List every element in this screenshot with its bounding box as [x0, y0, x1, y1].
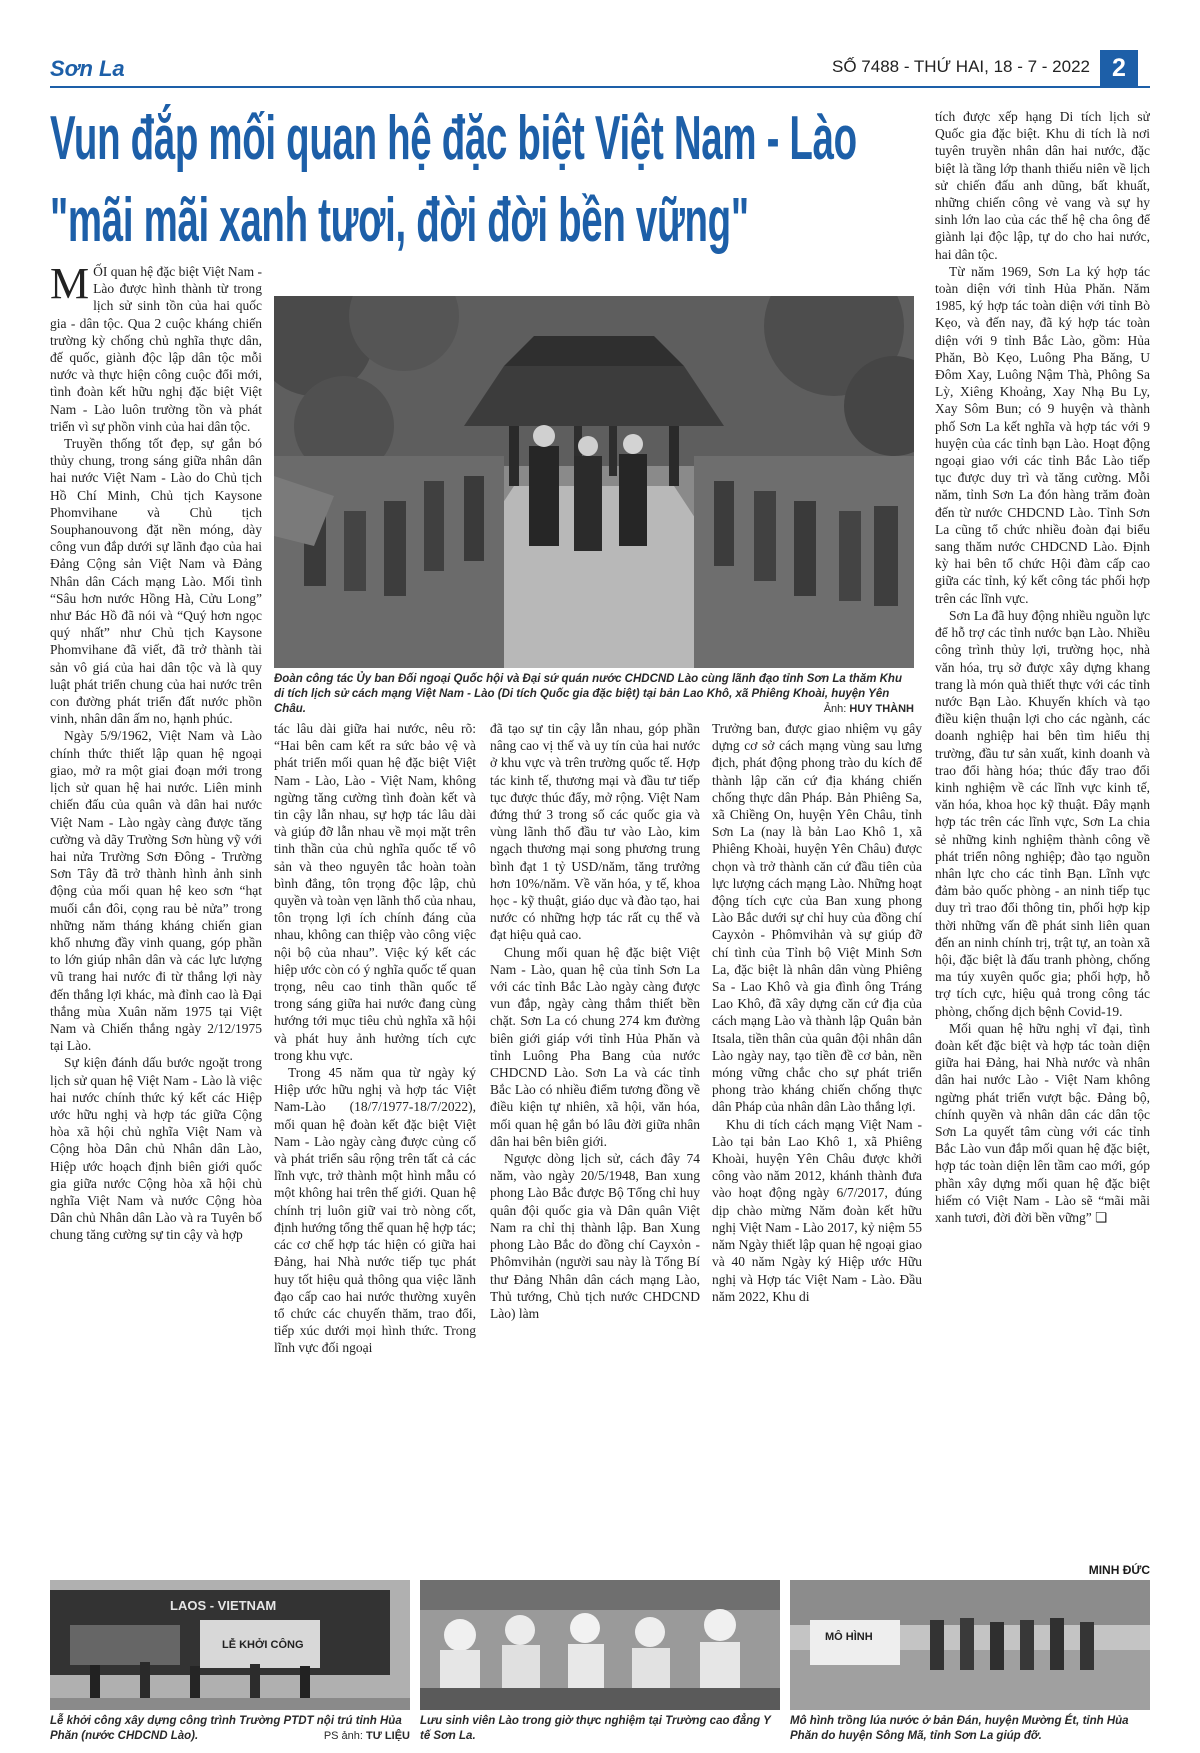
paragraph: Trong 45 năm qua từ ngày ký Hiệp ước hữu nghị và hợp tác Việt Nam-Lào (18/7/1977-18/7/2022), mối quan hệ đoàn kết đặc biệt Việt Nam - Lào ngày càng được củng cố và phát triển sâu rộng trên tất cả các lĩnh vực, trở thành một hình mẫu có một không hai trên thế giới. Quan hệ chính trị luôn giữ vai trò nòng cốt, định hướng tổng thể quan hệ hợp tác; các cơ chế hợp tác hiện có giữa hai Đảng, hai Nhà nước tiếp tục phát huy tốt hiệu quả thông qua việc lãnh đạo cấp cao hai nước thường xuyên tổ chức các chuyến thăm, trao đổi, tiếp xúc dưới mọi hình thức. Trong lĩnh vực đối ngoại [274, 1065, 476, 1356]
sign-text: MÔ HÌNH [825, 1631, 873, 1643]
bottom-photo-3-caption: Mô hình trồng lúa nước ở bản Đán, huyện Mường Ét, tỉnh Hủa Phăn do huyện Sông Mã, tỉnh Sơn La giúp đỡ. [790, 1715, 1129, 1742]
paragraph: Từ năm 1969, Sơn La ký hợp tác toàn diện với tỉnh Hủa Phăn. Năm 1985, ký hợp tác toàn diện với tỉnh Bò Kẹo, và đến nay, đã ký hợp tác toàn diện với 9 tỉnh Bắc Lào, gồm: Hủa Phăn, Bò Kẹo, Luông Pha Băng, U Đôm Xay, Luông Nậm Thà, Phông Sa Lỳ, Xiêng Khoảng, Xay Nhạ Bu Ly, Xay Sôm Bun; có 9 huyện và thành phố Sơn La kết nghĩa và hợp tác với 9 huyện của các tỉnh bạn Lào. Hoạt động ngoại giao với các tỉnh Bắc Lào tiếp tục được duy trì và tăng cường. Mỗi năm, tỉnh Sơn La đón hàng trăm đoàn đến từ nước CHDCND Lào. Tỉnh Sơn La cũng tổ chức nhiều đoàn đại biểu sang thăm nước CHDCND Lào. Định kỳ hai bên tổ chức Hội đàm cấp cao giữa các tỉnh, ký kết công tác phối hợp trên các lĩnh vực. [935, 263, 1150, 606]
issue-info: SỐ 7488 - THỨ HAI, 18 - 7 - 2022 [832, 57, 1090, 76]
paragraph: Ngược dòng lịch sử, cách đây 74 năm, vào ngày 20/5/1948, Ban xung phong Lào Bắc được Bộ Tổng chỉ huy quân đội quốc gia và Dân quân Việt Nam ra chỉ thị thành lập. Ban Xung phong Lào Bắc do đồng chí Cayxỏn - Phômvihản (người sau này là Tổng Bí thư Đảng Nhân dân cách mạng Lào, Thủ tướng, Chủ tịch nước CHDCND Lào) làm [490, 1151, 700, 1321]
main-photo-illustration [274, 296, 914, 668]
credit-label: PS ảnh: [323, 1730, 363, 1742]
paragraph: Truyền thống tốt đẹp, sự gắn bó thủy chung, trong sáng giữa nhân dân hai nước Việt Nam - Lào do Chủ tịch Hồ Chí Minh, Chủ tịch Kaysone Phomvihane và Chủ tịch Souphanouvong đặt nền móng, dày công vun đắp dưới sự lãnh đạo của hai Đảng Cộng sản Việt Nam và Đảng Nhân dân Cách mạng Lào. Mối tình “Sâu hơn nước Hồng Hà, Cửu Long” như Bác Hồ đã nói và “Quý hơn ngọc quý nhất” như Chủ tịch Kaysone Phomvihane đã viết, đã trở thành tài sản vô giá của hai dân tộc và là quy luật phát triển chung của hai nước trên con đường phát triển đất nước phồn vinh, nhân dân ấm no, hạnh phúc. [50, 436, 262, 727]
main-photo-caption-text: Đoàn công tác Ủy ban Đối ngoại Quốc hội và Đại sứ quán nước CHDCND Lào cùng lãnh đạo tỉnh Sơn La thăm Khu di tích lịch sử cách mạng Việt Nam - Lào (Di tích Quốc gia đặc biệt) tại bản Lao Khô, xã Phiêng Khoài, huyện Yên Châu. [274, 673, 902, 715]
paragraph: ỐI quan hệ đặc biệt Việt Nam - Lào được hình thành từ trong lịch sử sinh tồn của hai quốc gia - dân tộc. Qua 2 cuộc kháng chiến trường kỳ chống chủ nghĩa thực dân, đế quốc, giành độc lập dân tộc mỗi nước và thực hiện công cuộc đổi mới, tình đoàn kết hữu nghị đặc biệt Việt Nam - Lào luôn trường tồn và phát triển vì sự phồn vinh của hai dân tộc. [50, 264, 262, 434]
paragraph: Ngày 5/9/1962, Việt Nam và Lào chính thức thiết lập quan hệ ngoại giao, mở ra một giai đoạn mới trong lịch sử quan hệ hai nước. Liên minh chiến đấu của quân và dân hai nước Việt Nam - Lào ngày càng được tăng cường và dãy Trường Sơn hùng vỹ với hai nửa Trường Sơn Đông - Trường Sơn Tây đã trở thành hình ảnh sinh động của mối quan hệ keo sơn “hạt muối cắn đôi, cọng rau bẻ nửa” trong những năm tháng kháng chiến gian khổ nhưng đầy vinh quang, góp phần to lớn giúp nhân dân và các lực lượng vũ trang hai nước đi từ thắng lợi này đến thắng lợi khác, mà đỉnh cao là Đại thắng mùa Xuân năm 1975 tại Việt Nam và Chiến thắng ngày 2/12/1975 tại Lào. [50, 728, 262, 1054]
paragraph: Khu di tích cách mạng Việt Nam - Lào tại bản Lao Khô 1, xã Phiêng Khoài, huyện Yên Châu được khởi công vào năm 2012, khánh thành đưa vào hoạt động ngày 6/7/2017, đúng dịp chào mừng Năm đoàn kết hữu nghị Việt Nam - Lào 2017, kỷ niệm 55 năm Ngày thiết lập quan hệ ngoại giao và 40 năm Ngày ký Hiệp ước Hữu nghị và Hợp tác Việt Nam - Lào. Đầu năm 2022, Khu di [712, 1116, 922, 1304]
credit-label: Ảnh: [823, 703, 847, 715]
paragraph: Mối quan hệ hữu nghị vĩ đại, tình đoàn kết đặc biệt và hợp tác toàn diện giữa hai Đảng, hai Nhà nước và nhân dân hai nước Lào - Việt Nam không ngừng phát triển vượt bậc. Đảng bộ, chính quyền và nhân dân các dân tộc Sơn La quyết tâm cùng với các tỉnh Bắc Lào vun đắp mối quan hệ đặc biệt, hợp tác toàn diện lên tầm cao mới, góp phần xây dựng mối quan hệ đặc biệt hiếm có Việt Nam - Lào sẽ “mãi mãi xanh tươi, đời đời bền vững” ❏ [935, 1020, 1150, 1225]
paragraph: Sự kiện đánh dấu bước ngoặt trong lịch sử quan hệ Việt Nam - Lào là việc hai nước chính thức ký kết các Hiệp ước hữu nghị và hợp tác giữa Cộng hòa xã hội chủ nghĩa Việt Nam và Cộng hòa Dân chủ Nhân dân Lào, Hiệp ước hoạch định biên giới quốc gia giữa nước Cộng hòa xã hội chủ nghĩa Việt Nam và nước Cộng hòa Dân chủ Nhân dân Lào và ra Tuyên bố chung tăng cường sự tin cậy và hợp [50, 1055, 262, 1243]
bottom-photo-3-illustration [790, 1580, 1150, 1710]
sign-text: LỄ KHỞI CÔNG [222, 1639, 304, 1651]
paragraph: tích được xếp hạng Di tích lịch sử Quốc gia đặc biệt. Khu di tích là nơi tuyên truyền nhân dân hai nước, đặc biệt là tầng lớp thanh thiếu niên về lịch sử chiến đấu anh dũng, bất khuất, những chiến công vẻ vang và sự hy sinh lớn lao của các thế hệ cha ông để giành lại độc lập, tự do cho hai nước, hai dân tộc. [935, 109, 1150, 262]
bottom-photo-1-credit [324, 1729, 410, 1744]
bottom-photo-1 [50, 1580, 410, 1710]
credit-name: TƯ LIỆU [366, 1730, 410, 1742]
main-photo-caption [274, 672, 914, 717]
header-rule [50, 86, 1150, 88]
byline: MINH ĐỨC [1088, 1563, 1150, 1577]
paragraph: đã tạo sự tin cậy lẫn nhau, góp phần nâng cao vị thế và uy tín của hai nước ở khu vực và trên trường quốc tế. Hợp tác kinh tế, thương mại và đầu tư tiếp tục được thúc đẩy, mở rộng. Việt Nam đứng thứ 3 trong số các quốc gia và vùng lãnh thổ đầu tư vào Lào, kim ngạch thương mại song phương trung bình đạt 1 tỷ USD/năm, tăng trưởng hơn 10%/năm. Về văn hóa, y tế, khoa học - kỹ thuật, giáo dục và đào tạo, hai nước có những hợp tác rất cụ thể và đạt hiệu quả cao. [490, 721, 700, 943]
article-column-2 [274, 720, 476, 1575]
page-number-badge: 2 [1100, 50, 1138, 86]
main-photo-credit [824, 702, 914, 717]
paragraph: Chung mối quan hệ đặc biệt Việt Nam - Lào, quan hệ của tỉnh Sơn La với các tỉnh Bắc Lào ngày càng được vun đắp, ngày càng thắm thiết bền chặt. Sơn La có chung 274 km đường biên giới giáp với tỉnh Hủa Phăn và tỉnh Luông Pha Bang của nước CHDCND Lào. Sơn La và các tỉnh Bắc Lào có nhiều điểm tương đồng về điều kiện tự nhiên, xã hội, văn hóa, mối quan hệ gắn bó lâu đời giữa nhân dân hai bên biên giới. [490, 944, 700, 1149]
sign-title: LAOS - VIETNAM [170, 1598, 277, 1613]
credit-name: HUY THÀNH [849, 703, 914, 715]
headline-line-1: Vun đắp mối quan hệ đặc biệt Việt Nam - Lào [50, 104, 857, 173]
headline-line-2: "mãi mãi xanh tươi, đời đời bền vững" [50, 186, 749, 255]
paragraph: Sơn La đã huy động nhiều nguồn lực để hỗ trợ các tỉnh nước bạn Lào. Nhiều công trình thủy lợi, trường học, nhà văn hóa, trụ sở được xây dựng khang trang là món quà thiết thực với các tỉnh nước Bạn Lào. Khuyến khích và tạo điều kiện thuận lợi cho các ngành, các doanh nghiệp hai bên tìm hiểu thị trường, đầu tư sản xuất, kinh doanh và trao đổi hàng hóa; thúc đẩy trao đổi kinh nghiệm về các lĩnh vực kinh tế, văn hóa, khoa học kỹ thuật. Đây mạnh hợp tác trên các lĩnh vực, Sơn La chia sẻ những kinh nghiệm thành công về phát triển nông nghiệp; đào tạo nguồn nhân lực cho các tỉnh Bạn. Lĩnh vực đảm bảo quốc phòng - an ninh tiếp tục duy trì trao đổi thông tin, phối hợp kịp thời những vấn đề phát sinh liên quan đến an ninh chính trị, trật tự, an toàn xã hội, đặc biệt là đấu tranh phòng, chống ma túy xuyên quốc gia; phối hợp, hỗ trợ tích cực, hiệu quả trong công tác phòng, chống dịch bệnh Covid-19. [935, 607, 1150, 1019]
bottom-photo-1-caption [50, 1714, 410, 1744]
bottom-photo-2-illustration [420, 1580, 780, 1710]
paragraph: Trưởng ban, được giao nhiệm vụ gây dựng cơ sở cách mạng vùng sau lưng địch, phát động phong trào du kích để thành lập căn cứ địa kháng chiến chống thực dân Pháp. Bản Phiêng Sa, xã Chiềng On, huyện Yên Châu, tỉnh Sơn La (nay là bản Lao Khô 1, xã Phiêng Khoài, huyện Yên Châu) được chọn và trở thành căn cứ đầu tiên của lực lượng cách mạng Lào. Những hoạt động tích cực của Ban xung phong Lào Bắc dưới sự chỉ huy của đồng chí Cayxỏn - Phômvihản và sự giúp đỡ chí tình của Tỉnh bộ Việt Minh Sơn La, đặc biệt là nhân dân vùng Phiêng Sa - Lao Khô và gia đình ông Tráng Lao Khô, đã xây dựng căn cứ địa của cách mạng Lào và thành lập Quân bản Itsala, tiền thân của quân đội nhân dân Lào ngày nay, tạo tiền đề cơ bản, nền móng vững chắc cho sự phát triển phong trào kháng chiến chống thực dân Pháp của nhân dân Lào thắng lợi. [712, 721, 922, 1115]
bottom-photo-3 [790, 1580, 1150, 1710]
section-name: Sơn La [50, 56, 125, 81]
paragraph: tác lâu dài giữa hai nước, nêu rõ: “Hai bên cam kết ra sức bảo vệ và phát triển mối quan hệ đặc biệt Việt Nam - Lào, Lào - Việt Nam, không ngừng tăng cường tình đoàn kết và tin cậy lẫn nhau, sự hợp tác lâu dài và giúp đỡ lẫn nhau về mọi mặt trên tinh thần của chủ nghĩa quốc tế vô sản và theo nguyên tắc hoàn toàn bình đẳng, tôn trọng độc lập, chủ quyền và toàn vẹn lãnh thổ của nhau, tôn trọng lợi ích chính đáng của nhau, không can thiệp vào công việc nội bộ của nhau”. Việc ký kết các hiệp ước còn có ý nghĩa quốc tế quan trọng, nêu cao tinh thần quốc tế trong sáng giữa hai nước đang cùng hướng tới mục tiêu chủ nghĩa xã hội và phát huy ảnh hưởng tích cực trong khu vực. [274, 721, 476, 1063]
bottom-photo-2-caption: Lưu sinh viên Lào trong giờ thực nghiệm tại Trường cao đẳng Y tế Sơn La. [420, 1715, 771, 1742]
article-column-5 [935, 108, 1150, 1556]
bottom-photo-2 [420, 1580, 780, 1710]
article-column-3 [490, 720, 700, 1575]
caption-text: Lễ khởi công xây dựng công trình Trường PTDT nội trú tỉnh Hủa Phăn (nước CHDCND Lào). [50, 1715, 402, 1742]
bottom-photo-1-illustration [50, 1580, 410, 1710]
article-column-1 [50, 263, 262, 1575]
article-column-4 [712, 720, 922, 1575]
dropcap: M [50, 263, 90, 308]
main-photo [274, 296, 914, 668]
